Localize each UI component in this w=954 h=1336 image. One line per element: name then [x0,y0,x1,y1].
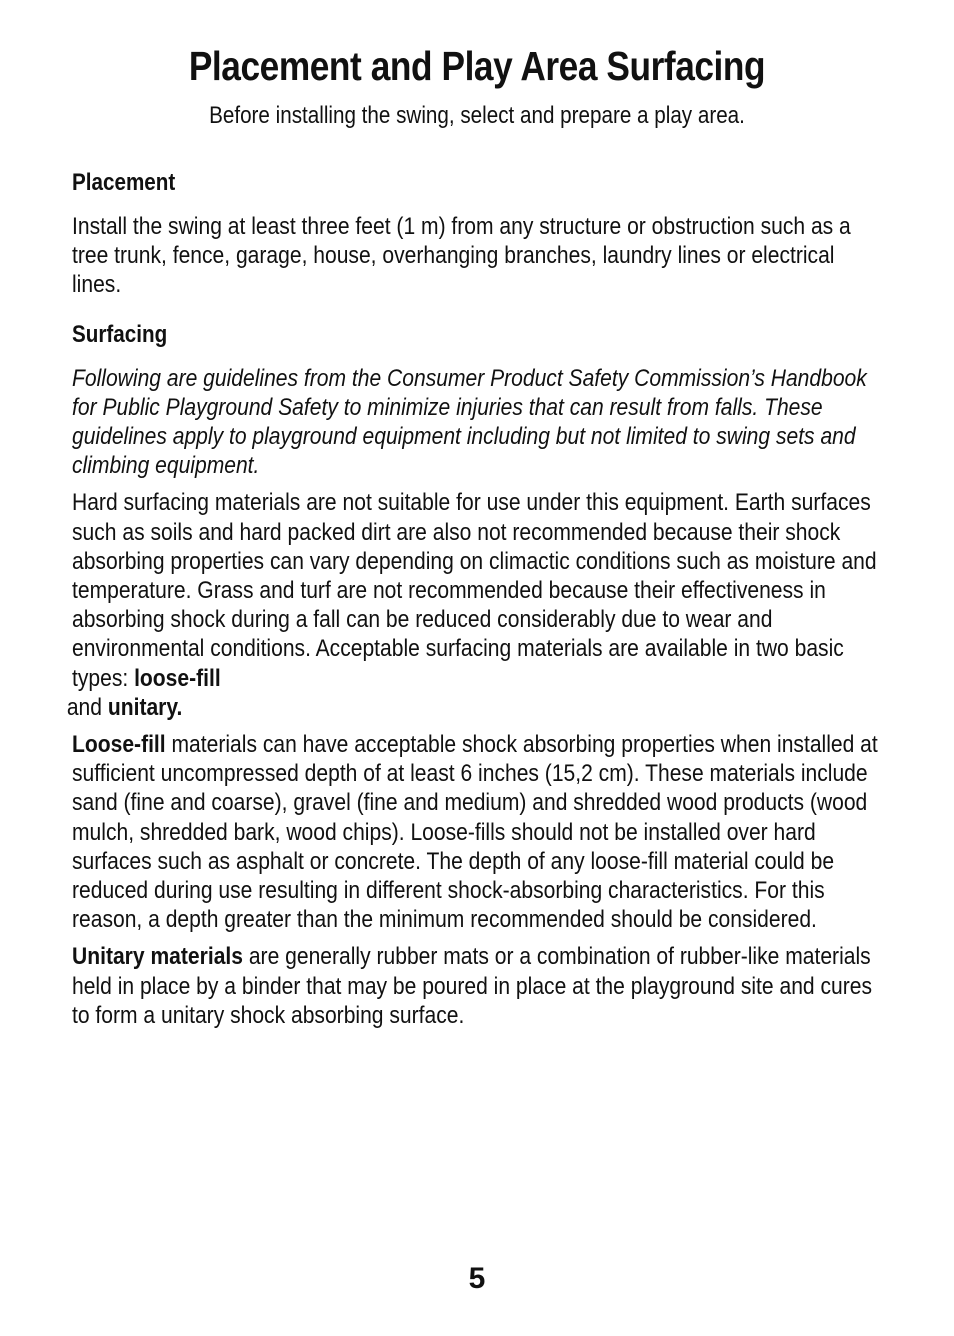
surfacing-section [66,320,882,1030]
loose-fill-bold: loose-fill [134,664,221,692]
page-number: 5 [468,1262,486,1295]
loose-fill-text: materials can have acceptable shock absorbing properties when installed at sufficient uncompressed depth of at least 6 inches (15,2 cm). These materials include sand (fine and coarse), gravel (fine and medium) and shredded wood products (wood mulch, shredded bark, wood chips). Loose-fills should not be installed over hard surfaces such as asphalt or concrete. The depth of any loose-fill material could be reduced during use resulting in different shock-absorbing characteristics. For this reason, a depth greater than the minimum recommended should be considered. [72,731,878,934]
page-title: Placement and Play Area Surfacing [188,43,766,89]
placement-section [72,168,882,300]
placement-heading: Placement [72,169,176,196]
loose-fill-paragraph [72,730,887,934]
surfacing-heading: Surfacing [72,320,168,348]
unitary-paragraph [72,942,887,1030]
loose-fill-term: Loose-fill [72,731,166,759]
surfacing-intro-paragraph: Following are guidelines from the Consumer Product Safety Commission’s Handbook for Public Playground Safety to minimize injuries that can result from falls. These guidelines apply to playground equipment including but not limited to swing sets and climbing equipment. [72,364,867,480]
unitary-text: are generally rubber mats or a combination of rubber-like materials held in place by a binder that may be poured in place at the playground site and cures to form a unitary shock absorbing surface. [72,943,873,1029]
hard-surfacing-paragraph [66,488,893,722]
main-content [66,168,882,1038]
placement-paragraph: Install the swing at least three feet (1 m) from any structure or obstruction such as a tree trunk, fence, garage, house, overhanging branches, laundry lines or electrical lines. [72,213,851,299]
hard-surfacing-text: Hard surfacing materials are not suitable for use under this equipment. Earth surfaces such as soils and hard packed dirt are also not recommended because their shock absorbing properties can vary depending on climactic conditions such as moisture and temperature. Grass and turf are not recommended because their effectiveness in absorbing shock during a fall can be reduced considerably due to wear and environmental conditions. Acceptable surfacing materials are available in two basic types: [72,489,877,692]
unitary-term: Unitary materials [72,943,243,971]
unitary-bold: unitary. [107,693,183,721]
page-subtitle: Before installing the swing, select and prepare a play area. [209,102,745,129]
and-text: and [66,693,108,721]
